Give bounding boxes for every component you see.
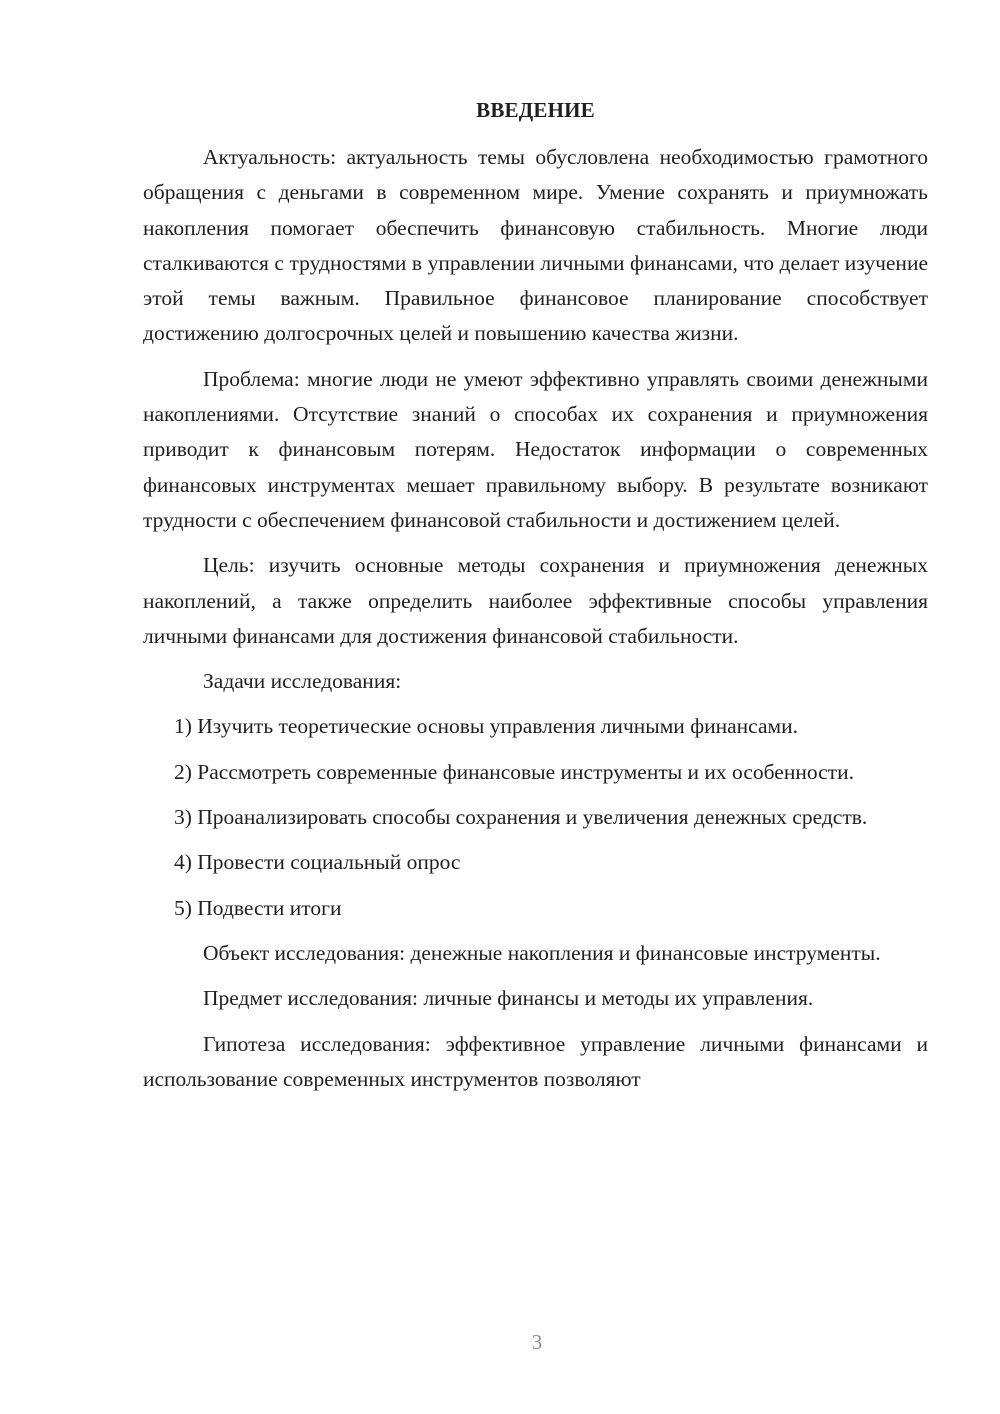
relevance-paragraph: Актуальность: актуальность темы обусловлена необходимостью грамотного обращения с деньгами в современном мире. Умение сохранять и приумножать накопления помогает обеспечить финансовую стабильность. Многие люди сталкиваются с трудностями в управлении личными финансами, что делает изучение этой темы важным. Правильное финансовое планирование способствует достижению долгосрочных целей и повышению качества жизни. [143, 145, 928, 346]
research-subject-paragraph: Предмет исследования: личные финансы и методы их управления. [203, 986, 814, 1011]
tasks-heading: Задачи исследования: [203, 669, 402, 694]
task-item-3: 3) Проанализировать способы сохранения и увеличения денежных средств. [174, 805, 868, 830]
hypothesis-paragraph: Гипотеза исследования: эффективное управление личными финансами и использование современных инструментов позволяют [143, 1031, 928, 1091]
problem-paragraph: Проблема: многие люди не умеют эффективно управлять своими денежными накоплениями. Отсутствие знаний о способах их сохранения и приумножения приводит к финансовым потерям. Недостаток информации о современных финансовых инструментах мешает правильному выбору. В результате возникают трудности с обеспечением финансовой стабильности и достижением целей. [143, 366, 928, 532]
task-item-2: 2) Рассмотреть современные финансовые инструменты и их особенности. [174, 759, 854, 784]
research-object-paragraph: Объект исследования: денежные накопления и финансовые инструменты. [203, 940, 881, 965]
page-number: 3 [531, 1330, 543, 1354]
section-title: ВВЕДЕНИЕ [476, 98, 595, 122]
goal-paragraph: Цель: изучить основные методы сохранения и приумножения денежных накоплений, а также определить наиболее эффективные способы управления личными финансами для достижения финансовой стабильности. [143, 553, 928, 648]
task-item-4: 4) Провести социальный опрос [174, 850, 461, 875]
document-page [143, 92, 928, 1097]
task-item-1: 1) Изучить теоретические основы управления личными финансами. [174, 714, 799, 739]
task-item-5: 5) Подвести итоги [174, 895, 342, 920]
